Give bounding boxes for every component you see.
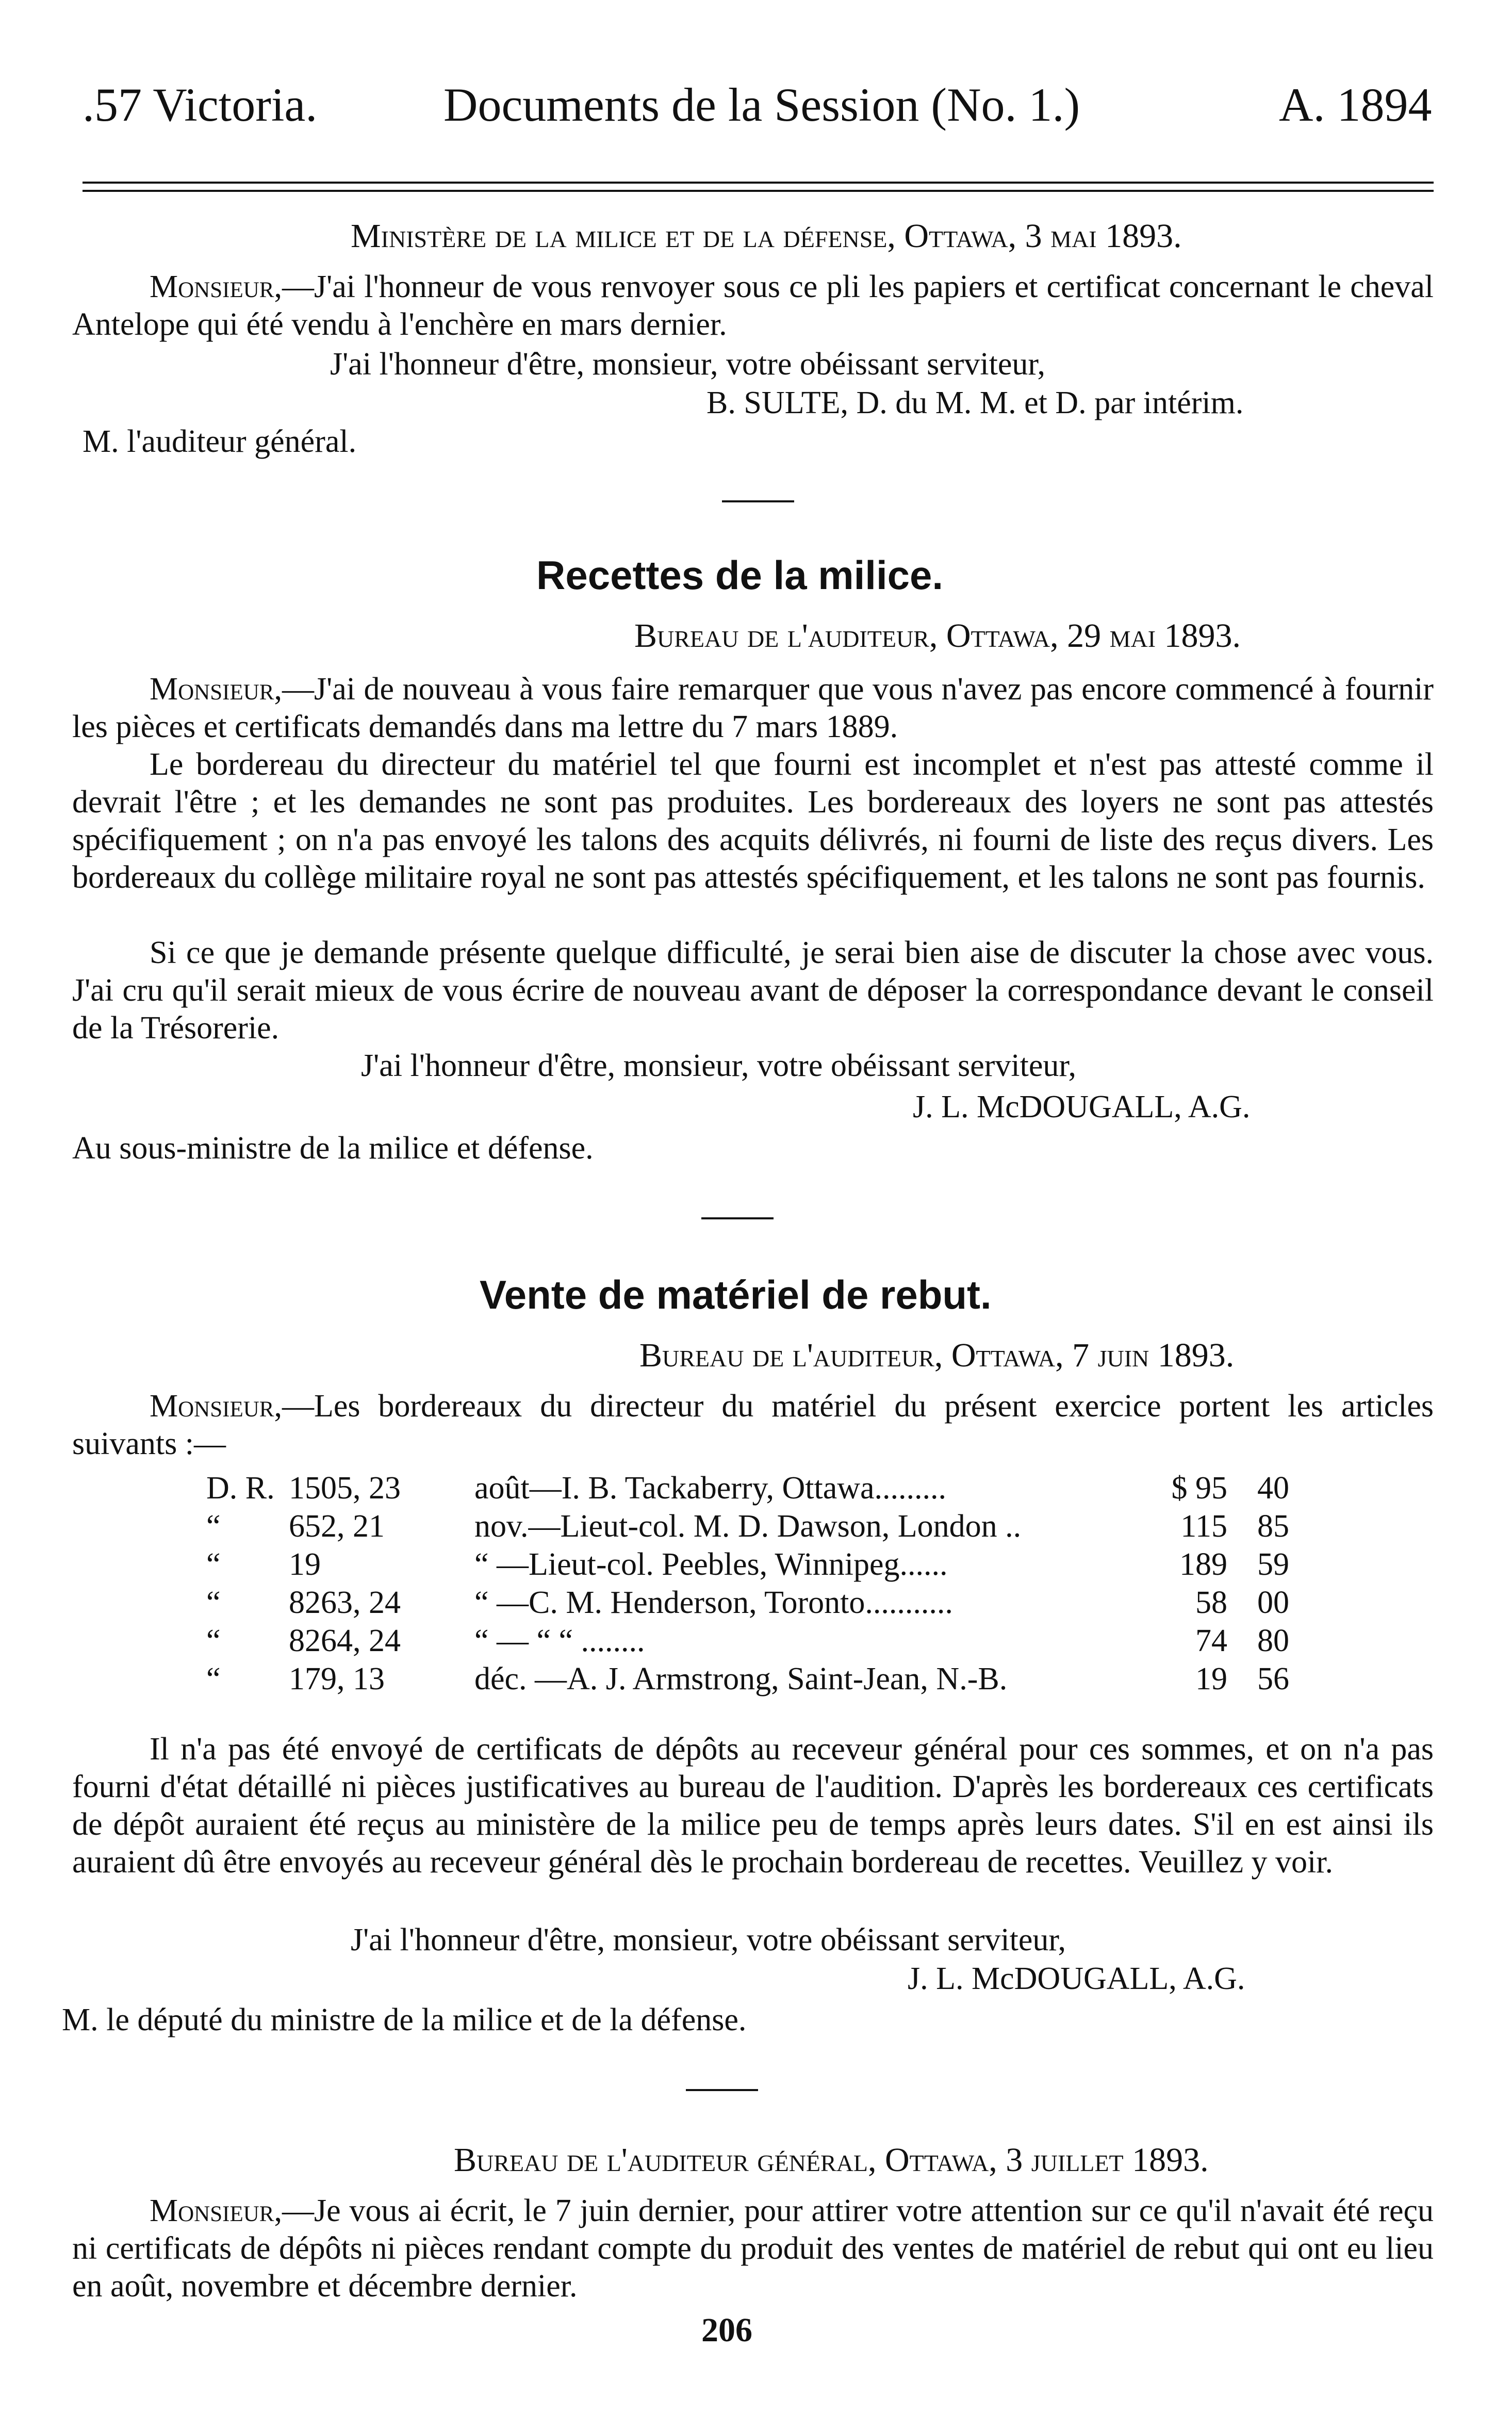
row-dollars: $ 95 [1171,1471,1227,1506]
letter1-dateline: Ministère de la milice et de la défense, Ottawa, 3 mai 1893. [351,217,1182,255]
row-prefix: D. R. [206,1471,275,1506]
row-dollars: 115 [1180,1509,1227,1544]
section2-intro-text: —Les bordereaux du directeur du matériel du présent exercice portent les articles suivants :— [72,1389,1434,1461]
section1-title: Recettes de la milice. [536,552,944,598]
separator-2 [701,1217,774,1219]
section2-dateline: Bureau de l'auditeur, Ottawa, 7 juin 1893. [639,1336,1235,1374]
section1-closing: J'ai l'honneur d'être, monsieur, votre obéissant serviteur, [361,1048,1077,1083]
header-left: .57 Victoria. [83,78,318,131]
header-rule-bottom [83,190,1434,192]
section1-signature: J. L. McDOUGALL, A.G. [913,1089,1251,1124]
row-number: 179, 13 [289,1661,385,1697]
section1-salutation: Monsieur, [150,672,282,707]
letter1-signature: B. SULTE, D. du M. M. et D. par intérim. [706,385,1244,420]
letter1-body [72,268,1434,344]
table-row [206,1546,1289,1585]
section1-paragraph-2: Le bordereau du directeur du matériel tel que fourni est incomplet et n'est pas attesté comme il devrait l'être ; et les demandes ne sont pas produites. Les bordereaux des loyers ne sont pas attestés spécifiquement ; on n'a pas envoyé les talons des acquits délivrés, ni fourni de liste des reçus divers. Les bordereaux du collège militaire royal ne sont pas attestés spécifiquement, et les talons ne sont pas fournis. [72,747,1434,895]
table-row [206,1508,1289,1546]
section1-paragraph-1 [72,671,1434,746]
row-dollars: 58 [1195,1585,1227,1620]
section2-closing: J'ai l'honneur d'être, monsieur, votre obéissant serviteur, [351,1922,1066,1958]
section1-paragraph-3: Si ce que je demande présente quelque difficulté, je serai bien aise de discuter la chose avec vous. J'ai cru qu'il serait mieux de vous écrire de nouveau avant de déposer la correspondance devant le conseil de la Trésorerie. [72,935,1434,1046]
row-prefix: “ [206,1547,221,1582]
section2-intro [72,1388,1434,1463]
letter1-addressee: M. l'auditeur général. [83,424,357,459]
row-dollars: 189 [1179,1547,1227,1582]
row-prefix: “ [206,1623,221,1658]
row-prefix: “ [206,1509,221,1544]
row-cents: 40 [1257,1471,1289,1506]
letter1-salutation: Monsieur, [150,269,282,304]
row-description: “ — “ “ ........ [474,1623,645,1658]
row-number: 8264, 24 [289,1623,401,1658]
row-number: 19 [289,1547,321,1582]
row-cents: 59 [1257,1547,1289,1582]
letter4-body [72,2192,1434,2305]
row-cents: 85 [1257,1509,1289,1544]
separator-1 [722,500,794,502]
letter4-dateline: Bureau de l'auditeur général, Ottawa, 3 juillet 1893. [454,2141,1209,2179]
row-cents: 56 [1257,1661,1289,1697]
row-prefix: “ [206,1585,221,1620]
row-cents: 00 [1257,1585,1289,1620]
header-rule-top [83,182,1434,184]
section2-salutation: Monsieur, [150,1389,282,1424]
section1-p1-text: —J'ai de nouveau à vous faire remarquer que vous n'avez pas encore commencé à fournir les pièces et certificats demandés dans ma lettre du 7 mars 1889. [72,672,1434,744]
letter4-text: —Je vous ai écrit, le 7 juin dernier, pour attirer votre attention sur ce qu'il n'avait été reçu ni certificats de dépôts ni pièces rendant compte du produit des ventes de matériel de rebut qui ont eu lieu en août, novembre et décembre dernier. [72,2193,1434,2304]
table-row [206,1585,1289,1623]
page-number: 206 [701,2311,752,2349]
header-title: Documents de la Session (No. 1.) [443,78,1080,131]
row-description: août—I. B. Tackaberry, Ottawa......... [474,1471,947,1506]
letter1-text: —J'ai l'honneur de vous renvoyer sous ce pli les papiers et certificat concernant le cheval Antelope qui été vendu à l'enchère en mars dernier. [72,269,1434,342]
row-number: 8263, 24 [289,1585,401,1620]
section1-addressee: Au sous-ministre de la milice et défense. [72,1131,594,1166]
row-number: 1505, 23 [289,1471,401,1506]
section2-title: Vente de matériel de rebut. [480,1272,992,1317]
row-cents: 80 [1257,1623,1289,1658]
table-row [206,1661,1289,1699]
separator-3 [686,2089,758,2091]
row-description: “ —Lieut-col. Peebles, Winnipeg...... [474,1547,948,1582]
section2-addressee: M. le député du ministre de la milice et de la défense. [62,2002,747,2037]
header-right: A. 1894 [1279,78,1432,131]
letter4-salutation: Monsieur, [150,2193,282,2228]
row-dollars: 74 [1195,1623,1227,1658]
section1-dateline: Bureau de l'auditeur, Ottawa, 29 mai 1893. [634,617,1241,655]
section2-signature: J. L. McDOUGALL, A.G. [908,1961,1245,1996]
letter1-closing: J'ai l'honneur d'être, monsieur, votre obéissant serviteur, [330,347,1046,382]
section2-paragraph: Il n'a pas été envoyé de certificats de dépôts au receveur général pour ces sommes, et on n'a pas fourni d'état détaillé ni pièces justificatives au bureau de l'audition. D'après les bordereaux ces certificats de dépôt auraient été reçus au ministère de la milice peu de temps après leurs dates. S'il en est ainsi ils auraient dû être envoyés au receveur général dès le prochain bordereau de recettes. Veuillez y voir. [72,1732,1434,1880]
row-description: nov.—Lieut-col. M. D. Dawson, London .. [474,1509,1022,1544]
row-description: “ —C. M. Henderson, Toronto........... [474,1585,953,1620]
row-dollars: 19 [1195,1661,1227,1697]
row-prefix: “ [206,1661,221,1697]
table-row [206,1470,1289,1508]
row-description: déc. —A. J. Armstrong, Saint-Jean, N.-B. [474,1661,1008,1697]
row-number: 652, 21 [289,1509,385,1544]
table-row [206,1623,1289,1661]
